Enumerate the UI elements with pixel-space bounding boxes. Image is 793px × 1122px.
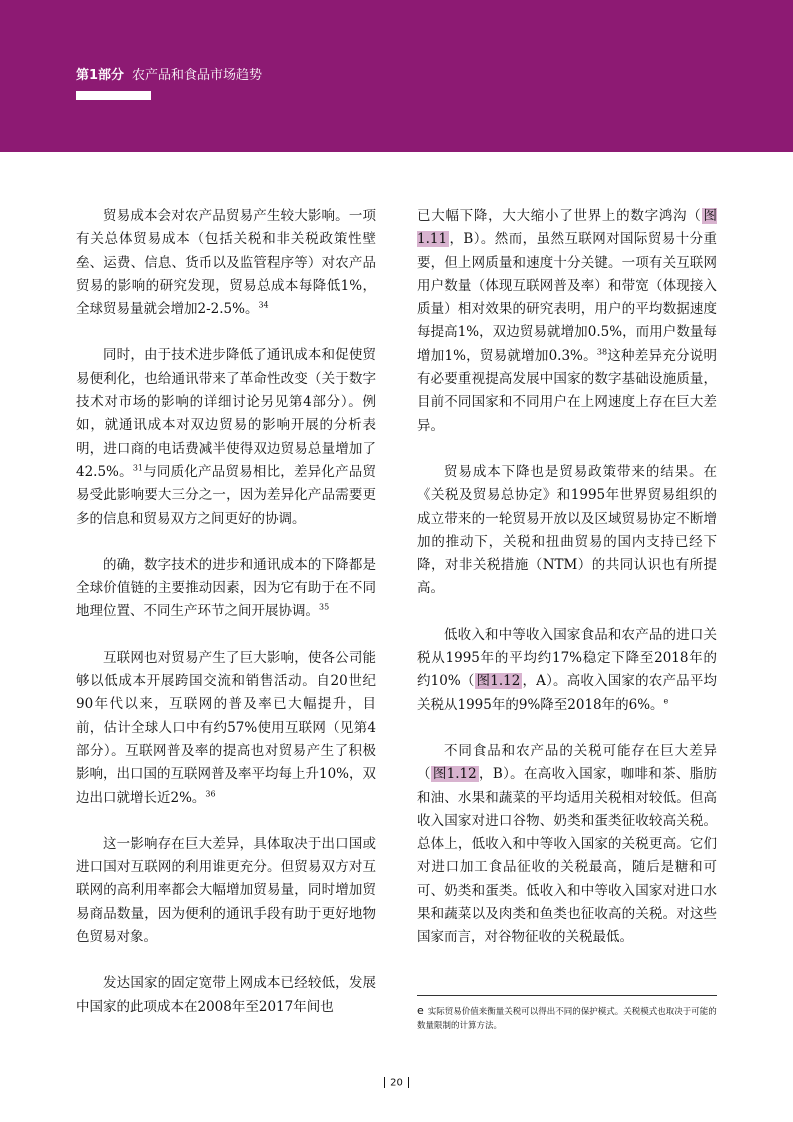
endnote-ref[interactable]: 36: [205, 789, 216, 799]
paragraph: 这一影响存在巨大差异，具体取决于出口国或进口国对互联网的利用谁更充分。但贸易双方对互联网的高利用率都会大幅增加贸易量，同时增加贸易商品数量，因为便利的通讯手段有助于更好地物色贸易对象。: [76, 835, 376, 946]
paragraph: 贸易成本会对农产品贸易产生较大影响。一项有关总体贸易成本（包括关税和非关税政策性壁垒、运费、信息、货币以及监管程序等）对农产品贸易的影响的研究发现，贸易总成本每降低1%，全球贸易量就会增加2-2.5%。$^{34}$: [76, 208, 376, 318]
paragraph: 已大幅下降，大大缩小了世界上的数字鸿沟（ 图1.11 ，B）。然而，虽然互联网对国际贸易十分重要，但上网质量和速度十分关键。一项有关互联网用户数量（体现互联网普及率）和带宽（体现接入质量）相对效果的研究表明，用户的平均数据速度每提高1%，双边贸易就增加0.5%，而用户数量每增加1%，贸易就增加0.3%。$^{38}$这种差异充分说明有必要重视提高发展中国家的数字基础设施质量，目前不同国家和不同用户在上网速度上存在巨大差异。: [417, 208, 717, 434]
endnote-ref[interactable]: 31: [132, 463, 143, 473]
figure-link[interactable]: 图1.11: [417, 208, 717, 248]
section-banner: [0, 0, 793, 152]
figure-link[interactable]: 图1.12: [476, 673, 521, 690]
figure-link[interactable]: 图1.12: [432, 766, 477, 783]
right-column: [417, 205, 717, 973]
paragraph: 贸易成本下降也是贸易政策带来的结果。在《关税及贸易总协定》和1995年世界贸易组织的成立带来的一轮贸易开放以及区域贸易协定不断增加的推动下，关税和扭曲贸易的国内支持已经下降，对非关税措施（NTM）的共同认识也有所提高。: [417, 463, 717, 597]
paragraph: 互联网也对贸易产生了巨大影响，使各公司能够以低成本开展跨国交流和销售活动。自20世纪90年代以来，互联网的普及率已大幅提升，目前，估计全球人口中有约57%使用互联网（见第4部分）。互联网普及率的提高也对贸易产生了积极影响，出口国的互联网普及率平均每上升10%，双边出口就增长近2%。$^{36}$: [76, 649, 377, 806]
page-number-divider: [384, 1077, 385, 1088]
paragraph: 的确，数字技术的进步和通讯成本的下降都是全球价值链的主要推动因素，因为它有助于在不同地理位置、不同生产环节之间开展协调。$^{35}$: [76, 556, 376, 620]
footnote-divider: [417, 995, 717, 996]
endnote-ref[interactable]: 34: [258, 300, 269, 310]
endnote-ref[interactable]: 35: [319, 602, 330, 612]
paragraph: 不同食品和农产品的关税可能存在巨大差异（ 图1.12 ，B）。在高收入国家，咖啡和茶、脂肪和油、水果和蔬菜的平均适用关税相对较低。但高收入国家对进口谷物、奶类和蛋类征收较高关税。总体上，低收入和中等收入国家的关税更高。它们对进口加工食品征收的关税最高，随后是糖和可可、奶类和蛋类。低收入和中等收入国家对进口水果和蔬菜以及肉类和鱼类也征收高的关税。对这些国家而言，对谷物征收的关税最低。: [417, 742, 718, 946]
paragraph: 低收入和中等收入国家食品和农产品的进口关税从1995年的平均约17%稳定下降至2018年的约10%（ 图1.12 ，A）。高收入国家的农产品平均关税从1995年的9%降至2018年的6%。$^e$: [417, 626, 717, 713]
footnote: [417, 1004, 717, 1033]
footnote-ref[interactable]: e: [663, 696, 669, 706]
page-number: 20: [390, 1077, 403, 1089]
left-column: [76, 205, 376, 1042]
part-label: 第1部分: [76, 68, 125, 83]
page-number-divider: [408, 1077, 409, 1088]
section-title: 农产品和食品市场趋势: [132, 68, 263, 83]
paragraph: 同时，由于技术进步降低了通讯成本和促使贸易便利化，也给通讯带来了革命性改变（关于数字技术对市场的影响的详细讨论另见第4部分）。例如，就通讯成本对双边贸易的影响开展的分析表明，进口商的电话费减半使得双边贸易总量增加了42.5%。$^{31}$与同质化产品贸易相比，差异化产品贸易受此影响要大三分之一，因为差异化产品需要更多的信息和贸易双方之间更好的协调。: [76, 347, 377, 527]
paragraph: 发达国家的固定宽带上网成本已经较低，发展中国家的此项成本在2008年至2017年间也: [76, 975, 376, 1015]
header-accent-bar: [76, 91, 151, 100]
endnote-ref[interactable]: 38: [596, 347, 608, 357]
page-number-area: [0, 1077, 793, 1089]
section-header: [76, 64, 262, 83]
footnote-text: 实际贸易价值来衡量关税可以得出不同的保护模式。关税模式也取决于可能的数量限制的计算方法。: [417, 1007, 717, 1031]
footnote-marker: e: [417, 1004, 424, 1017]
